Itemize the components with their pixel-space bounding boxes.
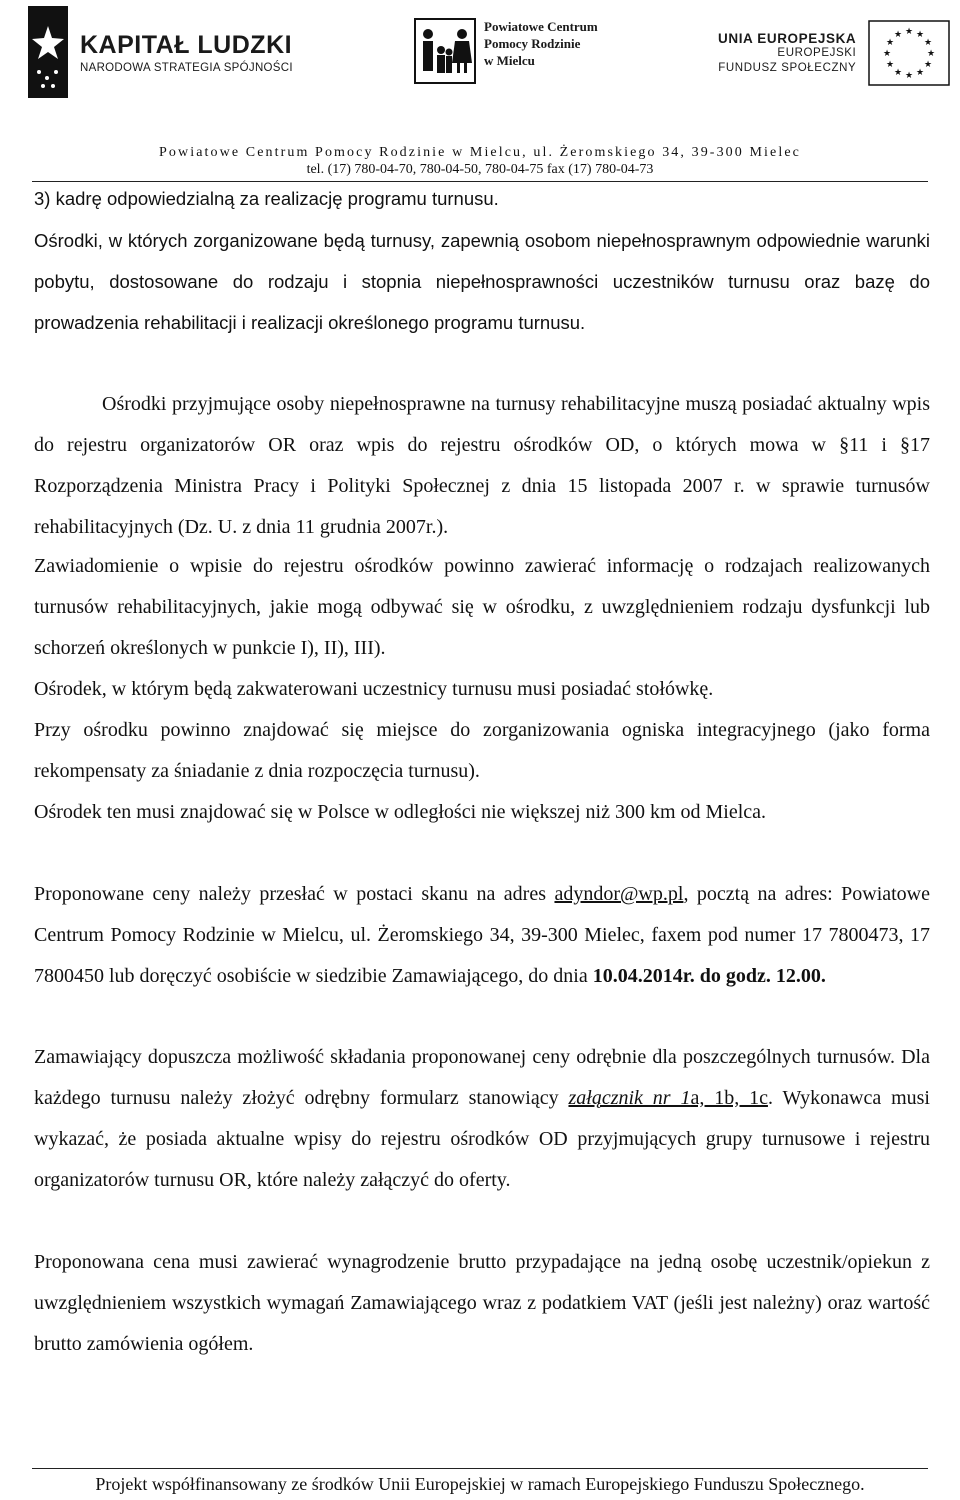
paragraph-2: Ośrodki, w których zorganizowane będą turnusy, zapewnią osobom niepełnosprawnym odpowiednie warunki pobytu, dostosowane do rodzaju i stopnia niepełnosprawności uczestników turnusu oraz bazę do prowadzenia rehabilitacji i realizacji określonego programu turnusu. — [34, 230, 930, 333]
paragraph-8-text-b: , pocztą na adres: Powiatowe Centrum Pomocy Rodzinie w Mielcu, ul. Żeromskiego 34, 39-300 Mielec, faxem pod numer 17 7800473, 17 7800450 lub doręczyć osobiście w siedzibie Zamawiającego, do dnia — [34, 883, 930, 987]
eu-logo — [718, 16, 950, 90]
eu-title: UNIA EUROPEJSKA — [718, 30, 857, 46]
footer-divider — [32, 1468, 928, 1469]
svg-text:★: ★ — [924, 60, 933, 70]
paragraph-7: Ośrodek ten musi znajdować się w Polsce w odległości nie większej niż 300 km od Mielca. — [34, 801, 767, 823]
eu-line-2: FUNDUSZ SPOŁECZNY — [718, 61, 857, 74]
pcpr-line-1: Powiatowe Centrum — [484, 19, 598, 34]
svg-text:★: ★ — [916, 30, 925, 40]
attachment-reference: załącznik nr 1 — [568, 1087, 691, 1109]
svg-text:★: ★ — [905, 71, 914, 81]
paragraph-6: Przy ośrodku powinno znajdować się miejsce do zorganizowania ogniska integracyjnego (jako forma rekompensaty za śniadanie z dnia rozpoczęcia turnusu). — [34, 719, 930, 782]
paragraph-9-text-b: . Wykonawca musi wykazać, że posiada aktualne wpisy do rejestru ośrodków OD przyjmujących grupy turnusowe i rejestru organizatorów turnusu OR, które należy załączyć do oferty. — [34, 1087, 930, 1191]
header-logos — [0, 0, 960, 110]
phone-line: tel. (17) 780-04-70, 780-04-50, 780-04-75 fax (17) 780-04-73 — [306, 162, 654, 177]
svg-text:★: ★ — [924, 38, 933, 48]
paragraph-8 — [34, 874, 930, 997]
pcpr-logo — [414, 18, 598, 88]
svg-text:★: ★ — [883, 49, 892, 59]
paragraph-1: 3) kadrę odpowiedzialną za realizację programu turnusu. — [34, 188, 499, 209]
svg-text:★: ★ — [927, 49, 936, 59]
svg-text:★: ★ — [905, 27, 914, 37]
paragraph-5: Ośrodek, w którym będą zakwaterowani uczestnicy turnusu musi posiadać stołówkę. — [34, 678, 714, 700]
kapital-ludzki-subtitle: NARODOWA STRATEGIA SPÓJNOŚCI — [80, 61, 293, 74]
svg-text:★: ★ — [894, 68, 903, 78]
svg-text:★: ★ — [916, 68, 925, 78]
paragraph-10: Proponowana cena musi zawierać wynagrodzenie brutto przypadające na jedną osobę uczestnik/opiekun z uwzględnieniem wszystkich wymagań Zamawiającego wraz z podatkiem VAT (jeśli jest należny) oraz wartość brutto zamówienia ogółem. — [34, 1251, 930, 1355]
attachment-reference-rest: a, 1b, 1c — [690, 1087, 768, 1109]
deadline: 10.04.2014r. do godz. 12.00. — [592, 965, 826, 987]
svg-text:★: ★ — [894, 30, 903, 40]
kapital-ludzki-star-icon — [28, 6, 68, 98]
address-line: Powiatowe Centrum Pomocy Rodzinie w Mielcu, ul. Żeromskiego 34, 39-300 Mielec — [159, 145, 801, 160]
pcpr-line-2: Pomocy Rodzinie — [484, 36, 581, 51]
paragraph-9 — [34, 1037, 930, 1201]
svg-text:★: ★ — [886, 60, 895, 70]
paragraph-3: Ośrodki przyjmujące osoby niepełnosprawne na turnusy rehabilitacyjne muszą posiadać aktualny wpis do rejestru organizatorów OR oraz wpis do rejestru ośrodków OD, o których mowa w §11 i §17 Rozporządzenia Ministra Pracy i Polityki Społecznej z dnia 15 listopada 2007 r. w sprawie turnusów rehabilitacyjnych (Dz. U. z dnia 11 grudnia 2007r.). — [34, 393, 930, 538]
kapital-ludzki-title: KAPITAŁ LUDZKI — [80, 30, 293, 59]
eu-line-1: EUROPEJSKI — [777, 46, 857, 59]
email-link[interactable]: adyndor@wp.pl — [554, 883, 684, 905]
paragraph-9-text-a: Zamawiający dopuszcza możliwość składania proponowanej ceny odrębnie dla poszczególnych turnusów. Dla każdego turnusu należy złożyć odrębny formularz stanowiący — [34, 1046, 930, 1109]
pcpr-line-3: w Mielcu — [484, 53, 535, 68]
family-icon — [414, 18, 476, 84]
footer-text: Projekt współfinansowany ze środków Unii Europejskiej w ramach Europejskiego Funduszu Społecznego. — [95, 1474, 865, 1494]
eu-flag-icon — [868, 20, 950, 86]
kapital-ludzki-logo — [28, 6, 293, 98]
svg-text:★: ★ — [886, 38, 895, 48]
paragraph-4: Zawiadomienie o wpisie do rejestru ośrodków powinno zawierać informację o rodzajach realizowanych turnusów rehabilitacyjnych, jakie mogą odbywać się w ośrodku, z uwzględnieniem rodzaju dysfunkcji lub schorzeń określonych w punkcie I), II), III). — [34, 555, 930, 659]
paragraph-8-text-a: Proponowane ceny należy przesłać w postaci skanu na adres — [34, 883, 555, 905]
letterhead-address — [0, 144, 960, 178]
